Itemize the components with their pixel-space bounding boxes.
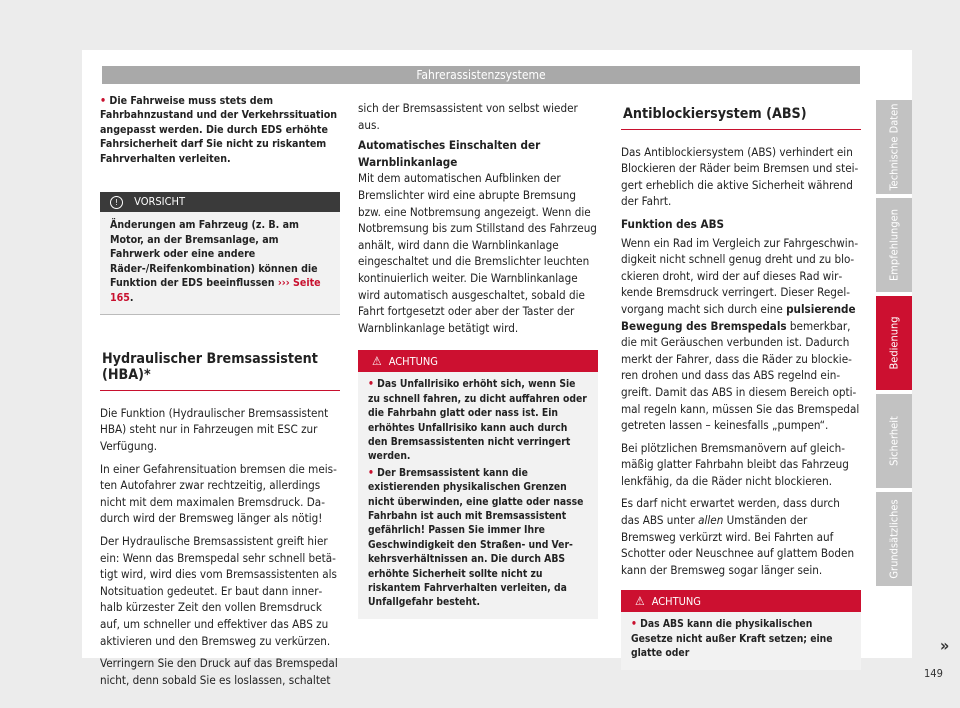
warning-box	[358, 350, 598, 619]
page-link[interactable]: Seite 165	[110, 277, 321, 304]
bullet-icon: •	[631, 618, 637, 631]
paragraph: sich der Bremsassistent von selbst wieder aus.	[358, 101, 578, 132]
text-run: Es darf nicht erwartet werden, dass durch das ABS unter	[621, 496, 840, 528]
chapter-header: Fahrerassistenzsysteme	[102, 66, 860, 84]
tab-technische-daten[interactable]	[876, 100, 912, 194]
text-run: bemerkbar, die mit Geräuschen verbunden ist. Dadurch merkt der Fahrer, dass die Räder zu blockieren drohen und dass das ABS regelnd eingreift. Damit das ABS in diesem Bereich optimal regeln kann, müssen Sie das Bremspedal getreten lassen – keinesfalls „pumpen“.	[621, 318, 860, 433]
paragraph: Das Antiblockiersystem (ABS) verhindert ein Blockieren der Räder beim Bremsen und steigert erheblich die aktive Sicherheit während der Fahrt.	[621, 144, 859, 209]
list-item	[631, 617, 851, 660]
caution-header	[100, 192, 340, 212]
caution-body	[100, 212, 340, 314]
text-run: Umständen der Bremsweg verkürzt wird. Bei Fahrten auf Schotter oder Neuschnee auf glattem Boden kann der Bremsweg sogar länger sein.	[621, 513, 855, 577]
column-middle	[358, 100, 598, 619]
subheading-warnblink: Automatisches Einschalten der Warnblinkanlage	[358, 138, 541, 169]
continue-arrow-icon: »	[940, 636, 950, 655]
warning-header	[358, 350, 598, 372]
column-right	[621, 100, 861, 670]
paragraph	[621, 495, 861, 578]
tab-label: Sicherheit	[887, 416, 901, 466]
warning-label: ACHTUNG	[388, 355, 438, 369]
manual-page	[82, 50, 950, 687]
warning-body	[358, 372, 598, 619]
paragraph	[621, 235, 861, 434]
page-link-arrows: ›››	[277, 277, 290, 290]
paragraph: Der Hydraulische Bremsassistent greift hier ein: Wenn das Bremspedal sehr schnell betätigt wird, wird dies vom Bremsassistenten als Notsituation gedeutet. Er baut dann innerhalb kürzester Zeit den vollen Bremsdruck auf, um schneller und effektiver das ABS zu aktivieren und den Bremsweg zu verkürzen.	[100, 533, 337, 648]
bullet-icon: •	[100, 95, 107, 107]
info-circle-icon: !	[110, 196, 123, 209]
bullet-icon: •	[368, 378, 374, 391]
text-bold: pulsierende Bewegung des Bremspedals	[621, 301, 856, 333]
eds-note	[100, 94, 340, 166]
warning-triangle-icon: ⚠	[635, 594, 645, 609]
tab-grundsaetzliches[interactable]	[876, 492, 912, 586]
warning-text: Der Bremsassistent kann die existierenden physikalischen Grenzen nicht überwinden, eine glatte oder nasse Fahrbahn ist auch mit Bremsassistent gefährlich! Passen Sie immer Ihre Geschwindigkeit den Straßen- und Verkehrsverhältnissen an. Die durch ABS erhöhte Sicherheit sollte nicht zu riskantem Fahrverhalten verleiten, da Unfallgefahr besteht.	[368, 466, 584, 609]
bullet-icon: •	[368, 466, 374, 479]
caution-label: VORSICHT	[134, 195, 185, 209]
warning-header	[621, 590, 861, 612]
eds-note-text: Die Fahrweise muss stets dem Fahrbahnzustand und der Verkehrssituation angepasst werden. Die durch EDS erhöhte Fahrsicherheit darf Sie nicht zu riskantem Fahrverhalten verleiten.	[100, 95, 338, 165]
paragraph: Verringern Sie den Druck auf das Bremspedal nicht, denn sobald Sie es loslassen, schaltet	[100, 656, 338, 687]
list-item	[368, 377, 588, 463]
page-number: 149	[924, 667, 943, 680]
caution-box	[100, 192, 340, 315]
tab-label: Empfehlungen	[887, 209, 901, 281]
text-emphasis: allen	[698, 513, 724, 528]
tab-sicherheit[interactable]	[876, 394, 912, 488]
subheading-abs: Funktion des ABS	[621, 216, 725, 231]
column-left	[100, 94, 340, 694]
warning-text: Das ABS kann die physikalischen Gesetze nicht außer Kraft setzen; eine glatte oder	[631, 618, 833, 660]
text-run: Wenn ein Rad im Vergleich zur Fahrgeschwindigkeit nicht schnell genug dreht und zu blockieren droht, wird der auf dieses Rad wirkende Bremsdruck verringert. Dieser Regelvorgang macht sich durch eine	[621, 235, 859, 316]
list-item	[368, 466, 588, 610]
caution-text: Änderungen am Fahrzeug (z. B. am Motor, an der Bremsanlage, am Fahrwerk oder eine andere Räder-/Reifenkombination) können die Funktion der EDS beeinflussen	[110, 219, 318, 290]
warning-box-abs	[621, 590, 861, 669]
paragraph: Mit dem automatischen Aufblinken der Bremslichter wird eine abrupte Bremsung bzw. eine Notbremsung angezeigt. Wenn die Notbremsung bis zum Stillstand des Fahrzeug anhält, wird dann die Warnblinkanlage eingeschaltet und die Bremslichter leuchten kontinuierlich weiter. Die Warnblinkanlage wird automatisch ausgeschaltet, sobald die Fahrt fortgesetzt oder aber der Taster der Warnblinkanlage betätigt wird.	[358, 171, 597, 335]
tab-label: Bedienung	[887, 316, 901, 370]
tab-label: Technische Daten	[887, 103, 901, 191]
warning-body	[621, 612, 861, 669]
paragraph: In einer Gefahrensituation bremsen die meisten Autofahrer zwar rechtzeitig, allerdings nicht mit dem maximalen Bremsdruck. Dadurch wird der Bremsweg länger als nötig!	[100, 461, 337, 526]
tab-bedienung[interactable]	[876, 296, 912, 390]
section-title-hba: Hydraulischer Bremsassistent (HBA)*	[100, 341, 340, 391]
warning-triangle-icon: ⚠	[372, 354, 382, 369]
paragraph: Die Funktion (Hydraulischer Bremsassistent HBA) steht nur in Fahrzeugen mit ESC zur Verfügung.	[100, 405, 329, 453]
tab-empfehlungen[interactable]	[876, 198, 912, 292]
warning-text: Das Unfallrisiko erhöht sich, wenn Sie zu schnell fahren, zu dicht auffahren oder die Fahrbahn glatt oder nass ist. Ein erhöhtes Unfallrisiko kann auch durch den Bremsassistenten nicht verringert werden.	[368, 378, 587, 463]
tab-label: Grundsätzliches	[887, 499, 901, 579]
warning-label: ACHTUNG	[651, 595, 701, 609]
paragraph: Bei plötzlichen Bremsmanövern auf gleichmäßig glatter Fahrbahn bleibt das Fahrzeug lenkfähig, da die Räder nicht blockieren.	[621, 440, 849, 488]
caution-end: .	[129, 292, 134, 304]
section-title-abs: Antiblockiersystem (ABS)	[621, 96, 861, 130]
